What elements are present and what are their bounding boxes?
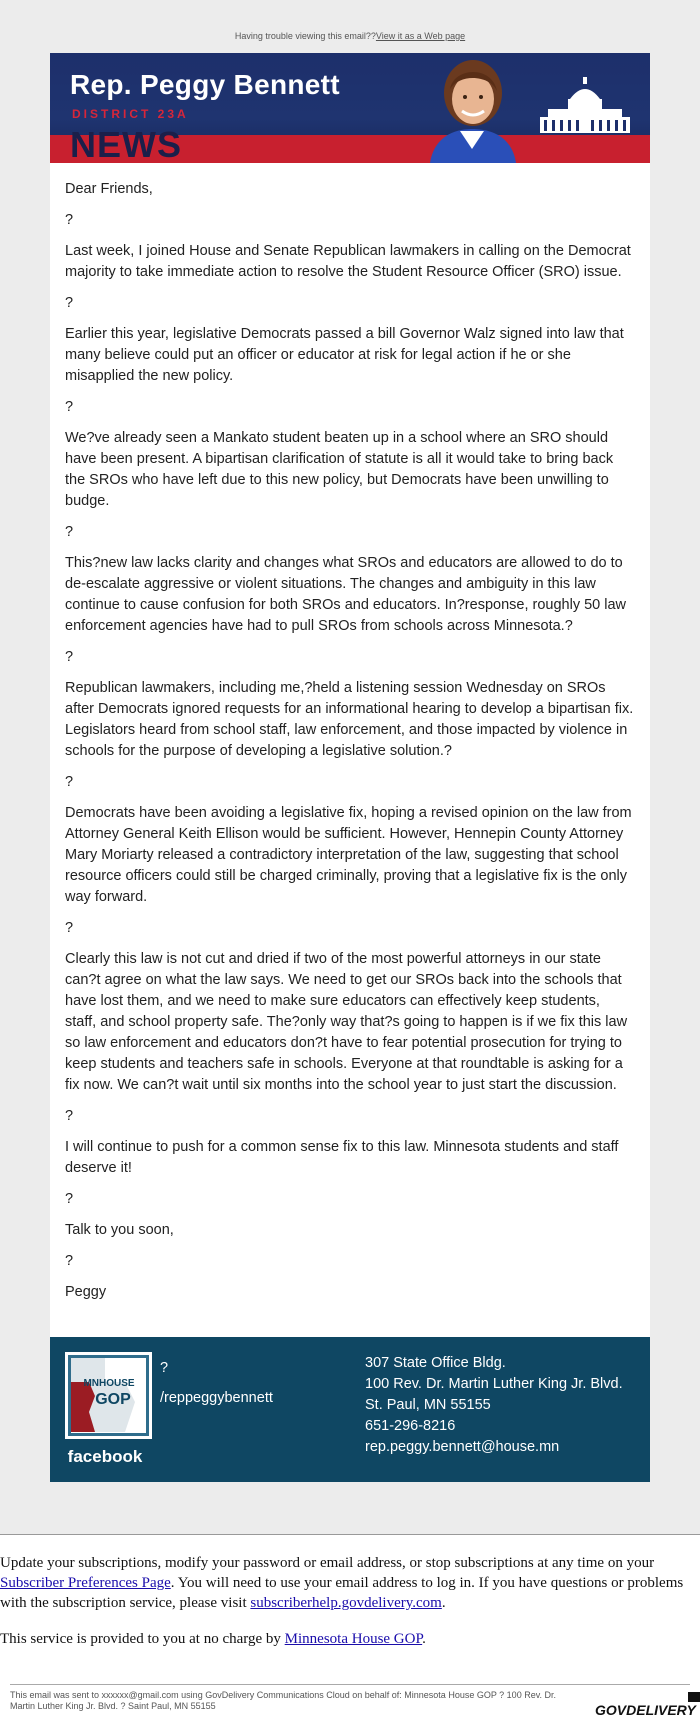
banner-district: DISTRICT 23A xyxy=(72,107,189,121)
subscriber-preferences-link[interactable]: Subscriber Preferences Page xyxy=(0,1575,171,1591)
fine-print-divider xyxy=(10,1684,690,1685)
letter-paragraph: Peggy xyxy=(65,1284,107,1300)
capitol-building-icon xyxy=(538,77,632,137)
subscription-paragraph xyxy=(0,1553,700,1613)
fine-print: This email was sent to xxxxxx@gmail.com using GovDelivery Communications Cloud on behalf of: Minnesota House GOP ? 100 Rev. Dr. Martin Luther King Jr. Blvd. ? Saint Paul, MN 55155 xyxy=(10,1690,557,1711)
view-in-browser-note xyxy=(0,0,700,53)
letter-paragraph: ? xyxy=(65,212,74,228)
address-line-2: 100 Rev. Dr. Martin Luther King Jr. Blvd. xyxy=(365,1376,623,1392)
subscription-text-c: . xyxy=(441,1595,446,1611)
letter-paragraph: ? xyxy=(65,774,74,790)
facebook-label: facebook xyxy=(67,1447,143,1466)
phone-number: 651-296-8216 xyxy=(365,1418,456,1434)
letter-paragraph: ? xyxy=(65,1253,74,1269)
letter-paragraph: ? xyxy=(65,1191,74,1207)
letter-paragraph: We?ve already seen a Mankato student beaten up in a school where an SRO should have been present. A bipartisan clarification of statute is all it would take to bring back the SROs who have left due to this new policy, but Democrats have been unwilling to budge. xyxy=(65,430,614,509)
minnesota-house-gop-link[interactable]: Minnesota House GOP xyxy=(284,1631,423,1647)
facebook-handle[interactable]: /reppeggybennett xyxy=(160,1390,273,1406)
letter-paragraph: Republican lawmakers, including me,?held a listening session Wednesday on SROs after Democrats ignored requests for an informational hearing to develop a bipartisan fix. Legislators heard from school staff, law enforcement, and those impacted by violence in schools for the purpose of developing a legislative solution.? xyxy=(65,680,634,759)
letter-paragraph: ? xyxy=(65,524,74,540)
facebook-placeholder-char: ? xyxy=(160,1360,169,1376)
address-line-1: 307 State Office Bldg. xyxy=(365,1355,506,1371)
subscription-text-a: Update your subscriptions, modify your password or email address, or stop subscriptions at any time on your xyxy=(0,1555,655,1571)
letter-paragraph: Democrats have been avoiding a legislative fix, hoping a revised opinion on the law from Attorney General Keith Ellison would be sufficient. However, Hennepin County Attorney Mary Moriarty released a contradictory interpretation of the law, suggesting that school resource officers could still be charged criminally, proving that a legislative fix is the only way forward. xyxy=(65,805,632,905)
letter-paragraph: ? xyxy=(65,295,74,311)
service-provider-paragraph xyxy=(0,1629,700,1649)
header-banner xyxy=(50,53,650,163)
representative-portrait xyxy=(420,53,525,163)
footer-contact-band xyxy=(50,1337,650,1482)
logo-line1: MNHOUSE xyxy=(83,1378,135,1389)
subscriber-help-link[interactable]: subscriberhelp.govdelivery.com xyxy=(250,1595,442,1611)
letter-paragraph: I will continue to push for a common sense fix to this law. Minnesota students and staff deserve it! xyxy=(65,1139,619,1176)
banner-title: Rep. Peggy Bennett xyxy=(70,69,340,100)
email-address[interactable]: rep.peggy.bennett@house.mn xyxy=(365,1439,560,1455)
letter-paragraph: This?new law lacks clarity and changes what SROs and educators are allowed to do to de-escalate aggressive or violent situations. The changes and ambiguity in this law continue to cause confusion for both SROs and educators. In?response, roughly 50 law enforcement agencies have had to pull SROs from schools across Minnesota.? xyxy=(65,555,627,634)
letter-paragraph: Clearly this law is not cut and dried if two of the most powerful attorneys in our state can?t agree on what the law says. We need to get our SROs back into the schools that have lost them, and we need to make sure educators can effectively keep students, staff, and school property safe. The?only way that?s going to happen is if we fix this law so law enforcement and educators don?t have to fear potential prosecution for trying to keep students and teachers safe in schools. Everyone at that roundtable is asking for a fix now. We can?t wait until six months into the school year to just start the discussion. xyxy=(65,951,628,1093)
letter-paragraph: ? xyxy=(65,399,74,415)
trouble-viewing-text: Having trouble viewing this email?? xyxy=(234,31,376,41)
subscription-text-b: . You will need to use your email address to log in. If you have questions or problems with the subscription service, please visit xyxy=(0,1575,684,1611)
letter-paragraph: Earlier this year, legislative Democrats passed a bill Governor Walz signed into law that many believe could put an officer or educator at risk for legal action if he or she misapplied the new policy. xyxy=(65,326,624,384)
facebook-handle-block xyxy=(160,1353,273,1413)
letter-body xyxy=(50,163,650,1337)
letter-paragraph: Talk to you soon, xyxy=(65,1222,174,1238)
letter-paragraph: ? xyxy=(65,1108,74,1124)
mnhouse-gop-facebook-logo[interactable] xyxy=(65,1352,152,1467)
envelope-icon xyxy=(688,1692,700,1702)
letter-paragraph: Last week, I joined House and Senate Republican lawmakers in calling on the Democrat majority to take immediate action to resolve the Student Resource Officer (SRO) issue. xyxy=(65,243,631,280)
letter-paragraph: Dear Friends, xyxy=(65,181,153,197)
address-line-3: St. Paul, MN 55155 xyxy=(365,1397,491,1413)
govdelivery-logo[interactable] xyxy=(595,1702,696,1718)
view-web-page-link[interactable]: View it as a Web page xyxy=(375,31,466,41)
service-text-a: This service is provided to you at no charge by xyxy=(0,1631,285,1647)
banner-news-text: NEWS xyxy=(70,124,182,163)
letter-paragraph: ? xyxy=(65,649,74,665)
office-address xyxy=(365,1353,623,1458)
logo-line2: GOP xyxy=(95,1391,131,1408)
email-card xyxy=(50,53,650,1482)
service-text-b: . xyxy=(422,1631,426,1647)
letter-paragraph: ? xyxy=(65,920,74,936)
govdelivery-logo-text: GOVDELIVERY xyxy=(595,1702,696,1718)
